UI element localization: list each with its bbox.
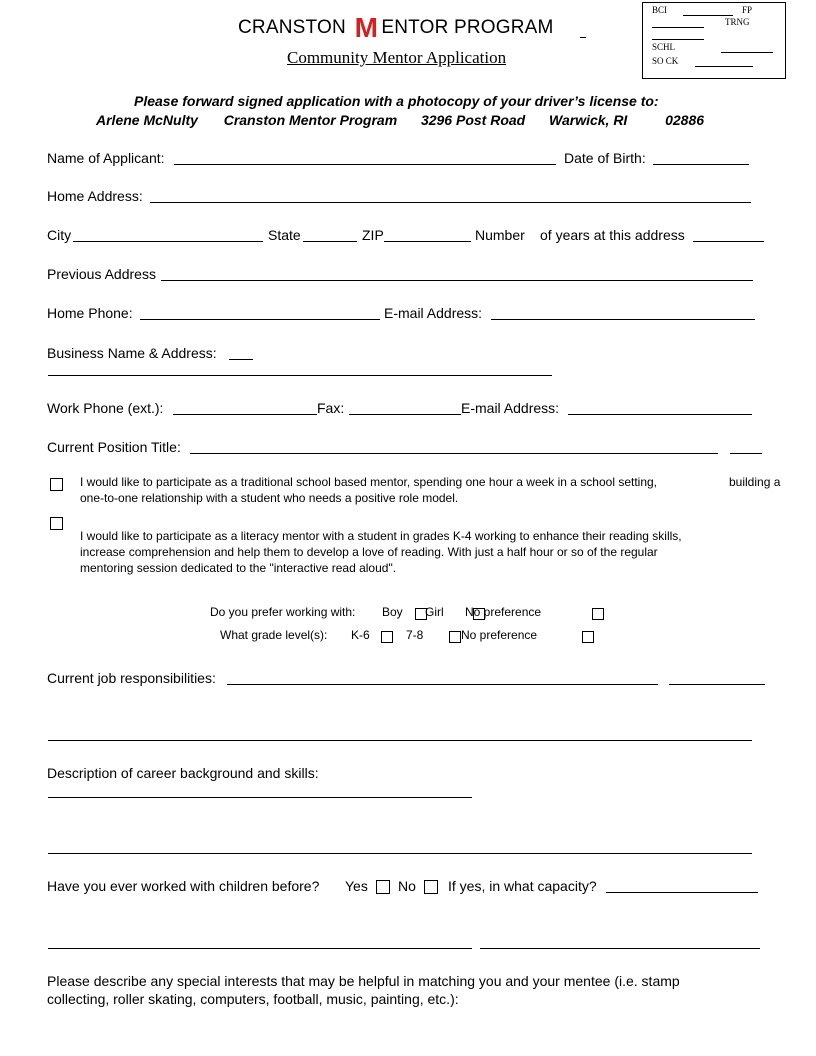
business-field[interactable]: [48, 375, 552, 376]
job-responsibilities-line-2[interactable]: [48, 740, 752, 741]
email-field[interactable]: [491, 319, 755, 320]
capacity-label: If yes, in what capacity?: [448, 878, 597, 894]
years-label-text: of years at this address: [540, 227, 685, 243]
career-background-line-1[interactable]: [48, 797, 472, 798]
capacity-line-2b[interactable]: [480, 948, 760, 949]
bci-line: [683, 15, 733, 16]
page-subtitle: Community Mentor Application: [287, 48, 507, 67]
yes-checkbox[interactable]: [376, 880, 390, 894]
work-email-field[interactable]: [568, 414, 752, 415]
sock-line: [695, 66, 753, 67]
special-interests-text-1: Please describe any special interests that may be helpful in matching you and your mentee (i.e. stamp: [47, 973, 680, 989]
title-underline-mark: [580, 37, 586, 38]
job-responsibilities-field[interactable]: [227, 684, 658, 685]
schl-line: [721, 52, 773, 53]
no-label: No: [398, 878, 416, 894]
capacity-line-2a[interactable]: [48, 948, 472, 949]
sock-label: SO CK: [652, 56, 679, 66]
address-street: 3296 Post Road: [420, 112, 526, 128]
title-cranston: CRANSTON: [238, 17, 346, 38]
previous-address-field[interactable]: [161, 280, 753, 281]
career-background-label: Description of career background and skills:: [47, 765, 319, 781]
literacy-mentor-text-2: increase comprehension and help them to develop a love of reading. With just a half hour or so of the regular: [80, 545, 658, 559]
fp-label: FP: [742, 5, 753, 15]
forward-instructions: Please forward signed application with a photocopy of your driver’s license to:: [134, 93, 659, 109]
program-title: [238, 12, 554, 43]
work-email-label: E-mail Address:: [461, 400, 560, 416]
bci-label: BCI: [652, 5, 668, 15]
address-name: Arlene McNulty: [96, 112, 198, 128]
trng-label: TRNG: [725, 17, 750, 27]
dob-label: Date of Birth:: [564, 150, 646, 166]
boy-label: Boy: [382, 605, 403, 619]
fax-label: Fax:: [317, 400, 345, 416]
no-checkbox[interactable]: [424, 880, 438, 894]
previous-address-label: Previous Address: [47, 266, 156, 282]
business-field-start[interactable]: [229, 359, 253, 360]
name-label: Name of Applicant:: [47, 150, 165, 166]
mailing-address: [96, 112, 704, 128]
trng-line: [652, 39, 704, 40]
address-program: Cranston Mentor Program: [223, 112, 398, 128]
grade-level-question: What grade level(s):: [220, 628, 328, 642]
girl-label: Girl: [425, 605, 444, 619]
traditional-mentor-text-tail: building a: [729, 475, 781, 489]
fax-field[interactable]: [349, 414, 461, 415]
home-address-field[interactable]: [150, 202, 751, 203]
yes-label: Yes: [345, 878, 368, 894]
position-field-end[interactable]: [730, 453, 762, 454]
girl-checkbox[interactable]: [473, 608, 485, 620]
home-phone-label: Home Phone:: [47, 305, 133, 321]
no-preference-gender-label: No preference: [465, 605, 542, 619]
email-label: E-mail Address:: [384, 305, 483, 321]
zip-label: ZIP: [362, 227, 384, 243]
job-responsibilities-label: Current job responsibilities:: [47, 670, 216, 686]
no-preference-gender-checkbox[interactable]: [592, 608, 604, 620]
no-preference-grade-label: No preference: [461, 628, 538, 642]
literacy-mentor-text-1: I would like to participate as a literacy mentor with a student in grades K-4 working to enhance their reading skills,: [80, 529, 682, 543]
position-field[interactable]: [190, 453, 718, 454]
gender-preference-question: Do you prefer working with:: [210, 605, 356, 619]
no-preference-grade-checkbox[interactable]: [582, 631, 594, 643]
zip-field[interactable]: [384, 241, 471, 242]
state-label: State: [268, 227, 301, 243]
state-field[interactable]: [303, 241, 357, 242]
dob-field[interactable]: [653, 164, 749, 165]
k6-label: K-6: [351, 628, 370, 642]
special-interests-text-2: collecting, roller skating, computers, football, music, painting, etc.):: [47, 991, 459, 1007]
position-label: Current Position Title:: [47, 439, 181, 455]
job-responsibilities-field-end[interactable]: [669, 684, 765, 685]
years-label-number: Number: [475, 227, 525, 243]
grade-7-8-label: 7-8: [406, 628, 424, 642]
k6-checkbox[interactable]: [381, 631, 393, 643]
city-label: City: [47, 227, 72, 243]
address-city: Warwick, RI: [549, 112, 628, 128]
work-phone-label: Work Phone (ext.):: [47, 400, 164, 416]
address-zip: 02886: [665, 112, 705, 128]
literacy-mentor-checkbox[interactable]: [50, 517, 63, 530]
children-experience-question: Have you ever worked with children before?: [47, 878, 320, 894]
work-phone-field[interactable]: [173, 414, 317, 415]
city-field[interactable]: [73, 241, 263, 242]
traditional-mentor-text-1: I would like to participate as a traditional school based mentor, spending one hour a week in a school setting,: [80, 475, 658, 489]
name-field[interactable]: [174, 164, 556, 165]
fp-line: [652, 27, 704, 28]
office-use-box: [642, 2, 786, 79]
home-phone-field[interactable]: [140, 319, 380, 320]
capacity-field[interactable]: [606, 892, 758, 893]
career-background-line-2[interactable]: [48, 853, 752, 854]
schl-label: SCHL: [652, 42, 676, 52]
business-label: Business Name & Address:: [47, 345, 217, 361]
years-field[interactable]: [693, 241, 764, 242]
literacy-mentor-text-3: mentoring session dedicated to the "interactive read aloud".: [80, 561, 397, 575]
traditional-mentor-checkbox[interactable]: [50, 478, 63, 491]
mentor-logo: M: [354, 12, 379, 43]
title-mentor-program: ENTOR PROGRAM: [381, 17, 554, 38]
grade-7-8-checkbox[interactable]: [449, 631, 461, 643]
traditional-mentor-text-2: one-to-one relationship with a student who needs a positive role model.: [80, 491, 459, 505]
home-address-label: Home Address:: [47, 188, 143, 204]
